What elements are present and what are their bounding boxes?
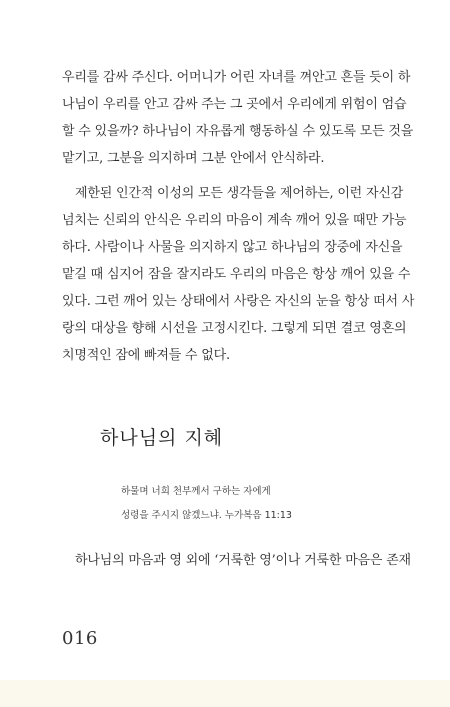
text-line: 나님이 우리를 안고 감싸 주는 그 곳에서 우리에게 위험이 엄습 bbox=[62, 97, 407, 112]
page-number: 016 bbox=[62, 628, 98, 649]
text-line: 맡기고, 그분을 의지하며 그분 안에서 안식하라. bbox=[62, 151, 325, 166]
text-line: 우리를 감싸 주신다. 어머니가 어린 자녀를 껴안고 흔들 듯이 하 bbox=[62, 70, 411, 85]
text-line: 있다. 그런 깨어 있는 상태에서 사랑은 자신의 눈을 항상 떠서 사 bbox=[62, 294, 415, 309]
scripture-verse bbox=[121, 480, 292, 528]
text-line: 랑의 대상을 향해 시선을 고정시킨다. 그렇게 되면 결코 영혼의 bbox=[62, 321, 407, 336]
section-title: 하나님의 지혜 bbox=[100, 427, 224, 449]
text-line: 할 수 있을까? 하나님이 자유롭게 행동하실 수 있도록 모든 것을 bbox=[62, 124, 414, 139]
verse-line: 성령을 주시지 않겠느냐. 누가복음 11:13 bbox=[121, 510, 292, 521]
verse-line: 하물며 너희 천부께서 구하는 자에게 bbox=[121, 486, 271, 497]
text-line: 맡길 때 심지어 잠을 잘지라도 우리의 마음은 항상 깨어 있을 수 bbox=[62, 267, 411, 282]
text-line: 하다. 사람이나 사물을 의지하지 않고 하나님의 장중에 자신을 bbox=[62, 240, 403, 255]
page-bottom-edge bbox=[0, 680, 450, 707]
text-line: 치명적인 잠에 빠져들 수 없다. bbox=[62, 348, 230, 363]
text-line: 넘치는 신뢰의 안식은 우리의 마음이 계속 깨어 있을 때만 가능 bbox=[62, 213, 407, 228]
body-paragraph-3 bbox=[62, 547, 411, 574]
text-line: 하나님의 마음과 영 외에 ‘거룩한 영’이나 거룩한 마음은 존재 bbox=[75, 553, 411, 568]
body-paragraph-2 bbox=[62, 180, 415, 369]
body-paragraph-1 bbox=[62, 64, 414, 172]
text-line: 제한된 인간적 이성의 모든 생각들을 제어하는, 이런 자신감 bbox=[75, 186, 404, 201]
